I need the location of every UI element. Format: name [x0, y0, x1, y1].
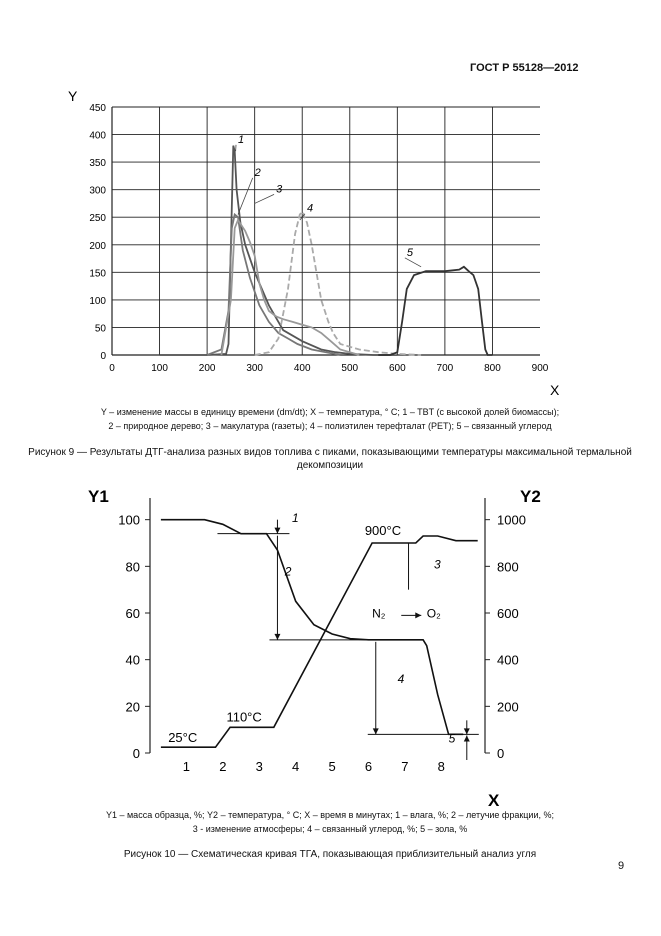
figure10-tga-chart: [70, 478, 570, 808]
y2-tick-label: 1000: [497, 512, 526, 528]
x-tick-label: 0: [109, 363, 115, 374]
x-tick-label: 8: [437, 759, 445, 774]
figure10-caption: Рисунок 10 — Схематическая кривая ТГА, показывающая приблизительный анализ угля: [123, 849, 537, 860]
y2-tick-label: 400: [497, 652, 519, 668]
curve-leader-2: [238, 178, 253, 215]
curve-label-4: 4: [306, 202, 314, 215]
atmosphere-arrow-head: [415, 612, 421, 618]
moisture-arrow-head: [274, 528, 280, 534]
page-number: 9: [618, 860, 625, 872]
marker-label-3: 3: [434, 557, 441, 572]
series-line-4: [255, 212, 421, 355]
x-tick-label: 600: [388, 363, 406, 374]
x-tick-label: 200: [198, 363, 216, 374]
series-line-2: [207, 215, 340, 356]
y-tick-label: 400: [89, 130, 106, 142]
figure9-caption: Рисунок 9 — Результаты ДТГ-анализа разных видов топлива с пиками, показывающими температуры максимальной термальной декомпозиции: [28, 447, 632, 471]
y-tick-label: 350: [89, 158, 106, 170]
x-tick-label: 5: [328, 759, 336, 774]
series-line-1: [160, 146, 398, 355]
ash-arrow-bottom-head: [464, 736, 470, 742]
y-tick-label: 150: [89, 268, 106, 280]
annotation-110c: 110°C: [226, 709, 262, 725]
annotation-o2: O₂: [426, 606, 441, 621]
y-tick-label: 300: [89, 185, 106, 197]
annotation-900c: 900°C: [364, 523, 402, 538]
y-tick-label: 450: [89, 103, 106, 114]
x-tick-label: 2: [219, 759, 227, 774]
marker-label-1: 1: [292, 511, 299, 525]
curve-leader-5: [405, 258, 421, 267]
y1-tick-label: 40: [125, 652, 140, 668]
curve-label-5: 5: [406, 246, 413, 259]
volatiles-arrow-head: [274, 634, 280, 640]
curve-label-1: 1: [238, 133, 245, 146]
y-axis-label: Y: [68, 88, 78, 104]
y-tick-label: 200: [89, 240, 106, 252]
figure9-legend-line2: 2 – природное дерево; 3 – макулатура (газеты); 4 – полиэтилен терефталат (PET); 5 – связанный углерод: [108, 421, 552, 431]
document-standard-number: ГОСТ Р 55128—2012: [470, 62, 579, 74]
curve-label-3: 3: [276, 183, 283, 196]
y1-tick-label: 20: [125, 699, 140, 715]
y-tick-label: 0: [100, 351, 106, 362]
x-tick-label: 100: [151, 363, 168, 374]
ash-arrow-head: [464, 728, 470, 734]
y1-tick-label: 0: [132, 746, 140, 761]
figure10-legend-line2: 3 - изменение атмосферы; 4 – связанный углерод, %; 5 – зола, %: [192, 824, 468, 834]
x-tick-label: 4: [292, 759, 300, 774]
y-tick-label: 50: [94, 323, 106, 335]
marker-label-2: 2: [284, 564, 292, 579]
figure9-dtg-chart: [60, 85, 580, 395]
y1-tick-label: 60: [125, 606, 140, 621]
x-axis-label: X: [550, 382, 560, 395]
y2-tick-label: 0: [497, 746, 505, 761]
y1-tick-label: 100: [118, 512, 140, 528]
y1-tick-label: 80: [125, 559, 140, 575]
y-tick-label: 250: [89, 213, 106, 225]
y2-tick-label: 800: [497, 559, 519, 575]
y2-tick-label: 600: [497, 606, 519, 621]
x-tick-label: 3: [255, 759, 263, 774]
curve-label-2: 2: [254, 166, 261, 179]
series-line-5: [378, 267, 492, 355]
y1-axis-label: Y1: [88, 487, 109, 506]
x-tick-label: 1: [182, 759, 191, 774]
marker-label-5: 5: [448, 731, 456, 746]
x-tick-label: 6: [364, 759, 373, 774]
annotation-n2: N₂: [372, 606, 386, 621]
y2-axis-label: Y2: [520, 487, 541, 506]
figure10-legend-line1: Y1 – масса образца, %; Y2 – температура, ° C; X – время в минутах; 1 – влага, %; 2 – летучие фракции, %;: [105, 810, 554, 820]
figure9-legend: [30, 405, 630, 433]
x-tick-label: 500: [341, 363, 359, 374]
figure9-legend-line1: Y – изменение массы в единицу времени (dm/dt); X – температура, ° C; 1 – TBT (с высокой долей биомассы);: [100, 407, 560, 417]
x-tick-label: 300: [246, 363, 264, 374]
x-tick-label: 800: [484, 363, 501, 374]
x-tick-label: 7: [401, 759, 409, 774]
x-axis-label: X: [488, 791, 500, 808]
marker-label-4: 4: [397, 672, 405, 686]
annotation-25c: 25°C: [168, 730, 198, 746]
figure10-legend: [30, 808, 630, 836]
curve-leader-3: [255, 194, 274, 203]
y2-tick-label: 200: [497, 699, 519, 715]
x-tick-label: 900: [531, 363, 549, 374]
x-tick-label: 400: [293, 363, 311, 374]
series-line-temperature: [161, 536, 478, 747]
series-line-mass: [161, 520, 463, 735]
carbon-arrow-head: [373, 728, 379, 734]
y-tick-label: 100: [89, 295, 106, 307]
x-tick-label: 700: [436, 363, 454, 374]
